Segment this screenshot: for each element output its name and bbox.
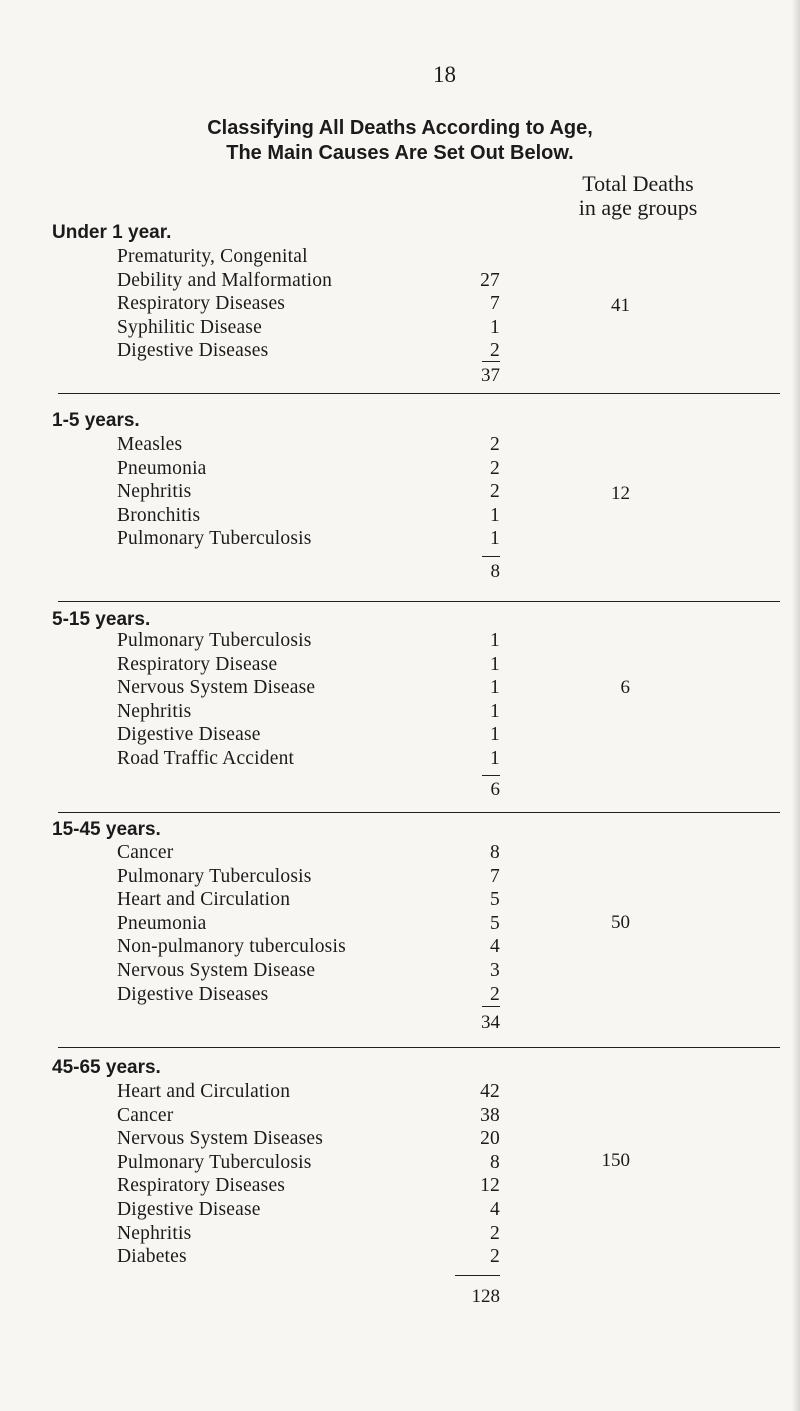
group-subtotal: 34 xyxy=(481,1012,500,1033)
cause-count: 4 xyxy=(490,1198,500,1220)
total-header-line-1: Total Deaths xyxy=(582,171,694,196)
cause-row xyxy=(0,677,800,701)
cause-label-continued: Prematurity, Congenital xyxy=(117,246,308,267)
subtotal-rule xyxy=(482,556,500,557)
page-title xyxy=(0,116,800,166)
age-group-heading: Under 1 year. xyxy=(52,222,172,243)
scan-edge-shadow xyxy=(792,0,800,1411)
cause-row xyxy=(0,1105,800,1129)
cause-row xyxy=(0,505,800,529)
cause-label: Digestive Diseases xyxy=(117,340,269,362)
cause-row xyxy=(0,1152,800,1176)
cause-count: 7 xyxy=(490,865,500,887)
cause-label: Cancer xyxy=(117,1104,174,1126)
title-line-2: The Main Causes Are Set Out Below. xyxy=(226,142,574,164)
subtotal-rule xyxy=(455,1275,500,1276)
total-deaths-column-header xyxy=(518,172,758,220)
cause-row xyxy=(0,434,800,458)
cause-row xyxy=(0,1081,800,1105)
cause-row xyxy=(0,458,800,482)
cause-label: Measles xyxy=(117,434,183,455)
cause-label: Nephritis xyxy=(117,1222,192,1244)
cause-label: Nervous System Disease xyxy=(117,677,316,699)
cause-label: Nervous System Disease xyxy=(117,959,316,981)
cause-count: 1 xyxy=(490,677,500,699)
age-group-heading: 15-45 years. xyxy=(52,819,161,840)
cause-count: 42 xyxy=(480,1081,500,1102)
cause-row xyxy=(0,1175,800,1199)
cause-row xyxy=(0,984,800,1008)
age-group-heading: 5-15 years. xyxy=(52,609,151,630)
cause-count: 1 xyxy=(490,630,500,651)
group-subtotal: 128 xyxy=(471,1286,500,1307)
cause-label: Pulmonary Tuberculosis xyxy=(117,630,312,651)
cause-row xyxy=(0,528,800,552)
group-total: 41 xyxy=(611,295,630,316)
cause-row xyxy=(0,1246,800,1270)
title-line-1: Classifying All Deaths According to Age, xyxy=(207,117,593,139)
cause-count: 2 xyxy=(490,1246,500,1268)
cause-count: 2 xyxy=(490,481,500,503)
cause-count: 7 xyxy=(490,293,500,315)
cause-row xyxy=(0,866,800,890)
cause-row xyxy=(0,270,800,294)
group-total: 12 xyxy=(611,483,630,504)
cause-count: 5 xyxy=(490,912,500,934)
age-group-heading: 1-5 years. xyxy=(52,410,140,431)
group-total: 50 xyxy=(611,912,630,933)
cause-row xyxy=(0,960,800,984)
cause-label: Non-pulmanory tuberculosis xyxy=(117,936,346,958)
cause-label: Syphilitic Disease xyxy=(117,316,262,338)
group-total: 150 xyxy=(601,1150,630,1171)
cause-row xyxy=(0,1223,800,1247)
cause-label: Digestive Disease xyxy=(117,724,261,746)
group-divider xyxy=(58,1047,780,1048)
cause-row xyxy=(0,748,800,772)
subtotal-rule xyxy=(482,1006,500,1007)
cause-label: Pulmonary Tuberculosis xyxy=(117,865,312,887)
group-subtotal: 6 xyxy=(490,779,500,800)
cause-label: Pulmonary Tuberculosis xyxy=(117,1151,312,1173)
cause-row xyxy=(0,936,800,960)
cause-label: Road Traffic Accident xyxy=(117,747,295,769)
page-number: 18 xyxy=(433,62,456,87)
cause-count: 1 xyxy=(490,700,500,722)
cause-count: 2 xyxy=(490,983,500,1005)
age-group-heading: 45-65 years. xyxy=(52,1057,161,1078)
cause-row xyxy=(0,481,800,505)
cause-count: 12 xyxy=(480,1175,500,1197)
cause-label: Nervous System Diseases xyxy=(117,1128,324,1150)
cause-count: 2 xyxy=(490,457,500,479)
cause-count: 1 xyxy=(490,504,500,526)
cause-row xyxy=(0,293,800,317)
cause-row xyxy=(0,889,800,913)
cause-label: Heart and Circulation xyxy=(117,1081,291,1102)
cause-label: Cancer xyxy=(117,842,174,863)
cause-label: Respiratory Diseases xyxy=(117,293,286,315)
cause-label: Pneumonia xyxy=(117,457,207,479)
cause-label: Digestive Diseases xyxy=(117,983,269,1005)
cause-count: 2 xyxy=(490,340,500,362)
cause-count: 3 xyxy=(490,959,500,981)
cause-count: 20 xyxy=(480,1128,500,1150)
cause-row xyxy=(0,654,800,678)
cause-label: Bronchitis xyxy=(117,504,201,526)
cause-row xyxy=(0,630,800,654)
subtotal-rule xyxy=(482,775,500,776)
cause-label: Pulmonary Tuberculosis xyxy=(117,528,312,550)
cause-count: 4 xyxy=(490,936,500,958)
cause-count: 2 xyxy=(490,434,500,455)
cause-count: 27 xyxy=(480,269,500,291)
group-divider xyxy=(58,812,780,813)
cause-count: 5 xyxy=(490,889,500,911)
cause-count: 2 xyxy=(490,1222,500,1244)
cause-label: Diabetes xyxy=(117,1246,187,1268)
cause-label: Heart and Circulation xyxy=(117,889,291,911)
cause-row xyxy=(0,701,800,725)
cause-label: Respiratory Disease xyxy=(117,653,278,675)
cause-count: 1 xyxy=(490,747,500,769)
cause-row xyxy=(0,724,800,748)
cause-row xyxy=(0,1128,800,1152)
cause-count: 1 xyxy=(490,316,500,338)
subtotal-rule xyxy=(482,361,500,362)
cause-label: Debility and Malformation xyxy=(117,269,333,291)
cause-label: Pneumonia xyxy=(117,912,207,934)
cause-count: 38 xyxy=(480,1104,500,1126)
cause-count: 8 xyxy=(490,1151,500,1173)
cause-count: 1 xyxy=(490,724,500,746)
total-header-line-2: in age groups xyxy=(578,195,698,220)
group-divider xyxy=(58,601,780,602)
cause-row xyxy=(0,317,800,341)
group-divider xyxy=(58,393,780,394)
cause-row xyxy=(0,246,800,270)
cause-count: 8 xyxy=(490,842,500,863)
cause-label: Nephritis xyxy=(117,481,192,503)
group-subtotal: 8 xyxy=(490,561,500,582)
cause-label: Digestive Disease xyxy=(117,1198,261,1220)
cause-label: Nephritis xyxy=(117,700,192,722)
cause-count: 1 xyxy=(490,653,500,675)
cause-count: 1 xyxy=(490,528,500,550)
group-subtotal: 37 xyxy=(481,365,500,386)
cause-row xyxy=(0,1199,800,1223)
cause-row xyxy=(0,913,800,937)
cause-row xyxy=(0,340,800,364)
cause-row xyxy=(0,842,800,866)
group-total: 6 xyxy=(620,677,630,698)
cause-label: Respiratory Diseases xyxy=(117,1175,286,1197)
